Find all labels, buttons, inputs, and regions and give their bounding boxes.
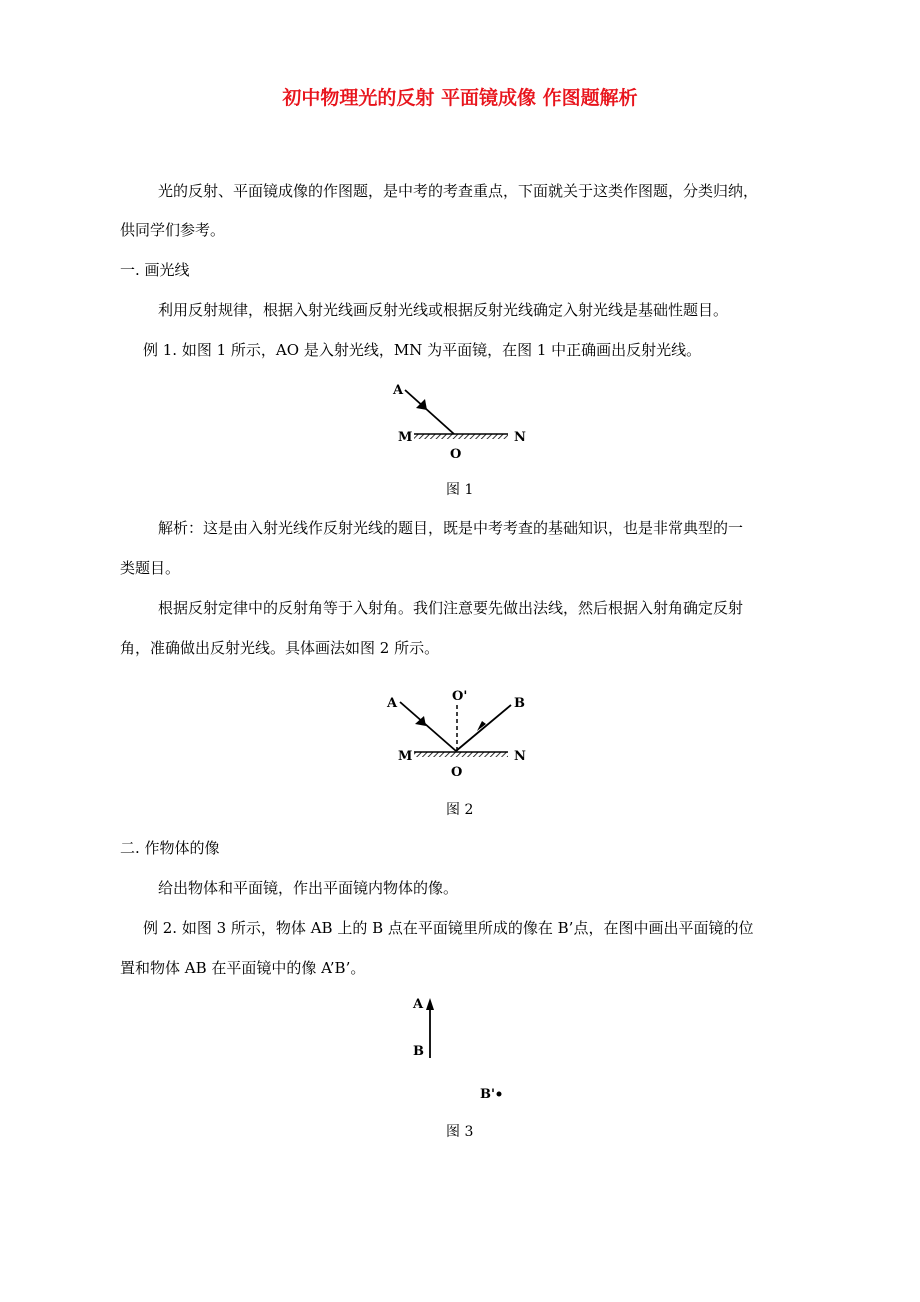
document-title: 初中物理光的反射 平面镜成像 作图题解析	[282, 87, 638, 109]
label-n: N	[514, 430, 526, 445]
analysis-line-1: 解析：这是由入射光线作反射光线的题目，既是中考考查的基础知识，也是非常典型的一	[158, 519, 744, 537]
method-line-2: 角，准确做出反射光线。具体画法如图 2 所示。	[120, 639, 440, 657]
label-a: A	[413, 997, 424, 1012]
label-a: A	[387, 696, 398, 711]
section2-paragraph: 给出物体和平面镜，作出平面镜内物体的像。	[158, 879, 459, 897]
label-o-prime: O'	[452, 689, 468, 704]
image-point-b-prime	[497, 1092, 502, 1097]
intro-line-1: 光的反射、平面镜成像的作图题，是中考的考查重点，下面就关于这类作图题，分类归纳，	[158, 182, 759, 200]
incident-ray	[400, 702, 456, 751]
example2-line-2: 置和物体 AB 在平面镜中的像 A’B’。	[120, 959, 366, 977]
label-b: B	[413, 1044, 424, 1059]
label-m: M	[398, 749, 413, 764]
label-m: M	[398, 430, 413, 445]
label-b: B	[514, 696, 525, 711]
section2-heading: 二. 作物体的像	[120, 839, 220, 857]
figure-2-caption: 图 2	[446, 802, 474, 818]
example1-text: 例 1. 如图 1 所示，AO 是入射光线，MN 为平面镜，在图 1 中正确画出反射光线。	[143, 341, 702, 359]
label-o: O	[451, 765, 463, 780]
section1-paragraph: 利用反射规律，根据入射光线画反射光线或根据反射光线确定入射光线是基础性题目。	[158, 301, 729, 319]
figure-1-diagram	[380, 370, 540, 470]
label-b-prime: B'	[480, 1087, 495, 1102]
figure-2-diagram	[380, 680, 540, 780]
label-n: N	[514, 749, 526, 764]
figure-3-diagram	[400, 990, 520, 1110]
figure-3-caption: 图 3	[446, 1124, 474, 1140]
method-line-1: 根据反射定律中的反射角等于入射角。我们注意要先做出法线，然后根据入射角确定反射	[158, 599, 744, 617]
example2-line-1: 例 2. 如图 3 所示，物体 AB 上的 B 点在平面镜里所成的像在 B’点，在图中画出平面镜的位	[143, 919, 754, 937]
label-a: A	[393, 383, 404, 398]
incident-ray	[405, 390, 454, 434]
figure-1-caption: 图 1	[446, 482, 474, 498]
label-o: O	[450, 447, 462, 462]
intro-line-2: 供同学们参考。	[120, 221, 226, 239]
section1-heading: 一. 画光线	[120, 261, 190, 279]
reflected-ray	[456, 705, 511, 751]
analysis-line-2: 类题目。	[120, 559, 181, 577]
